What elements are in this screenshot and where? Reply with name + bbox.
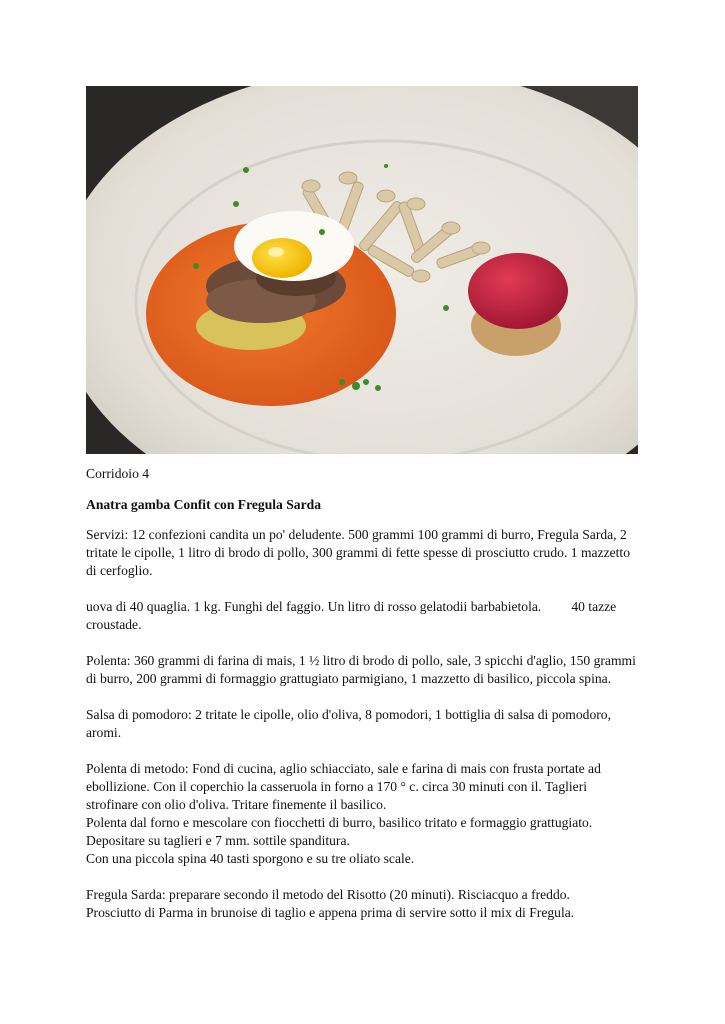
method-polenta-line-3: Con una piccola spina 40 tasti sporgono e su tre oliato scale. bbox=[86, 851, 415, 866]
method-fregula-line-1: Fregula Sarda: preparare secondo il metodo del Risotto (20 minuti). Risciacquo a freddo. bbox=[86, 887, 570, 902]
beet-sorbet bbox=[468, 253, 568, 356]
method-polenta-line-2: Polenta dal forno e mescolare con fiocchetti di burro, basilico tritato e formaggio grattugiato. Depositare su taglieri e 7 mm. sottile spanditura. bbox=[86, 815, 593, 848]
ingredients-extra bbox=[86, 598, 641, 634]
recipe-text bbox=[86, 465, 641, 922]
dish-illustration bbox=[86, 86, 638, 454]
method-polenta-line-1: Polenta di metodo: Fond di cucina, aglio schiacciato, sale e farina di mais con frusta portate ad ebollizione. Con il coperchio la casseruola in forno a 170 ° c. circa 30 minuti con il. Taglieri strofinare con olio d'oliva. Tritare finemente il basilico. bbox=[86, 761, 601, 812]
quail-egg bbox=[234, 211, 354, 281]
method-fregula bbox=[86, 886, 641, 922]
method-polenta bbox=[86, 760, 641, 868]
ingredients-servings: Servizi: 12 confezioni candita un po' deludente. 500 grammi 100 grammi di burro, Fregula Sarda, 2 tritate le cipolle, 1 litro di brodo di pollo, 300 grammi di fette spesse di prosciutto crudo. 1 mazzetto di cerfoglio. bbox=[86, 527, 631, 578]
ingredients-polenta: Polenta: 360 grammi di farina di mais, 1 ½ litro di brodo di pollo, sale, 3 spicchi d'aglio, 150 grammi di burro, 200 grammi di formaggio grattugiato parmigiano, 1 mazzetto di basilico, piccola spina. bbox=[86, 653, 636, 686]
ingredients-extra-a: uova di 40 quaglia. 1 kg. Funghi del faggio. Un litro di rosso gelatodii barbabietola. bbox=[86, 599, 542, 614]
method-fregula-line-2: Prosciutto di Parma in brunoise di taglio e appena prima di servire sotto il mix di Fregula. bbox=[86, 905, 575, 920]
dish-photo bbox=[86, 86, 638, 454]
recipe-title: Anatra gamba Confit con Fregula Sarda bbox=[86, 497, 321, 512]
ingredients-extra-b: 40 tazze croustade. bbox=[86, 599, 617, 632]
ingredients-tomato-sauce: Salsa di pomodoro: 2 tritate le cipolle, olio d'oliva, 8 pomodori, 1 bottiglia di salsa di pomodoro, aromi. bbox=[86, 707, 611, 740]
page-caption: Corridoio 4 bbox=[86, 466, 150, 481]
